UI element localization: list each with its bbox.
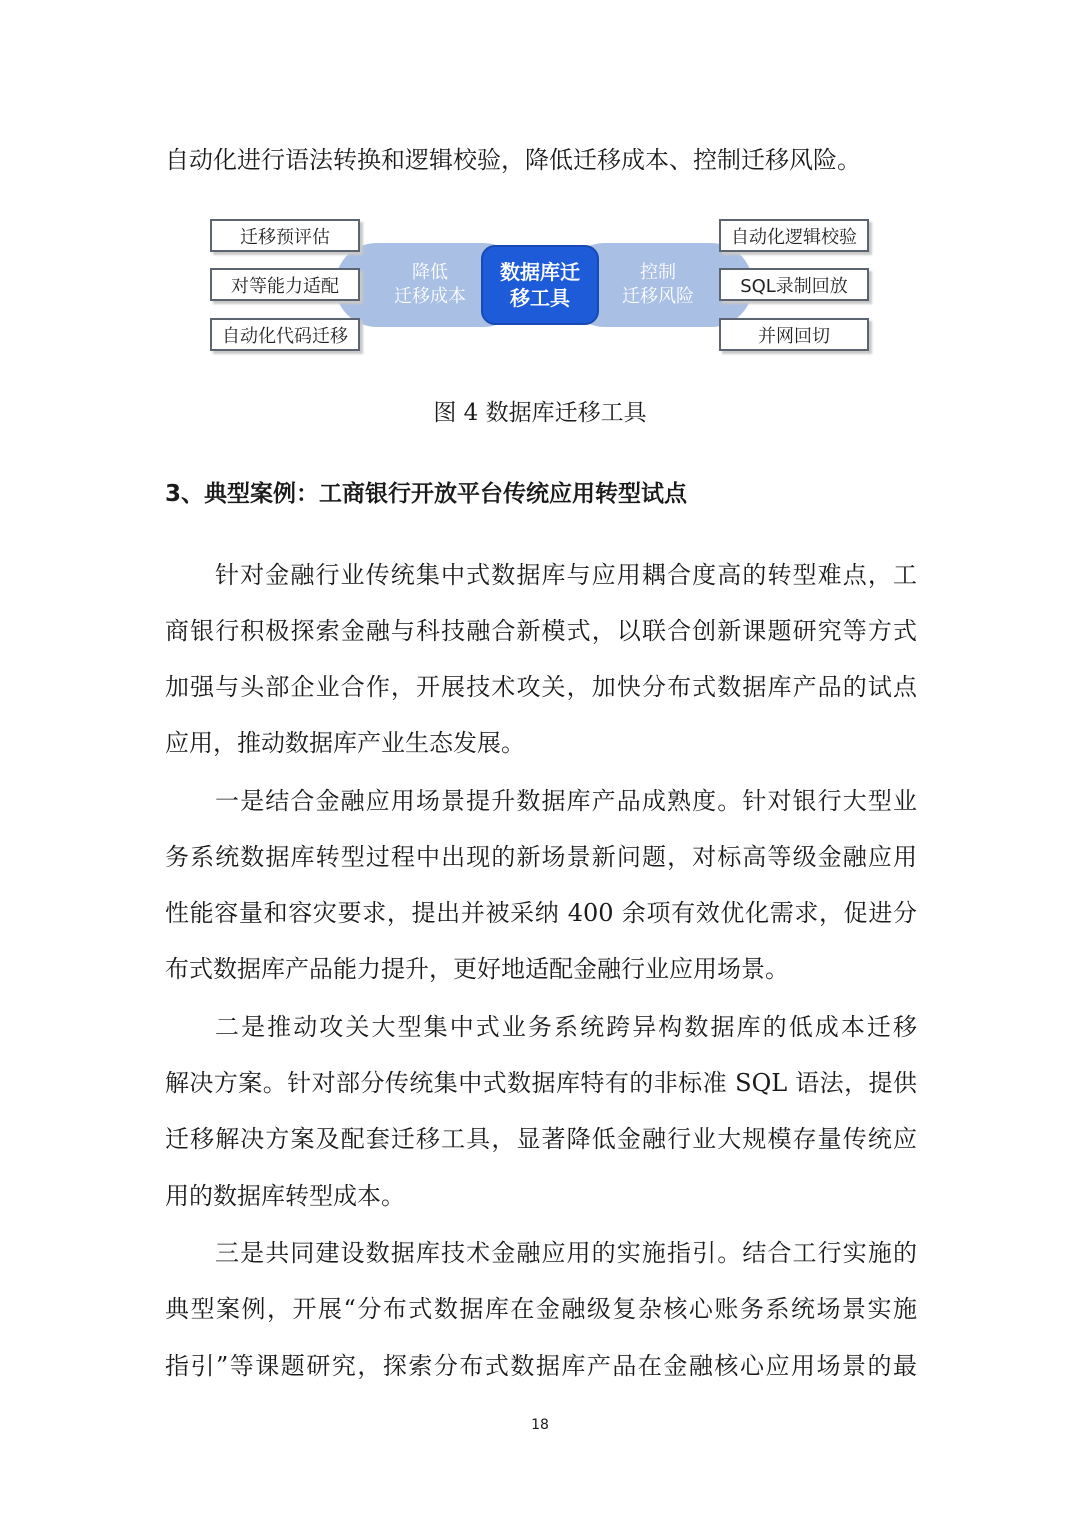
center-line: 移工具 xyxy=(510,286,570,310)
center-line: 数据库迁 xyxy=(500,260,580,284)
left-box: 自动化代码迁移 xyxy=(210,318,360,351)
paragraph-line: 务系统数据库转型过程中出现的新场景新问题，对标高等级金融应用 xyxy=(165,843,917,871)
intro-line: 自动化进行语法转换和逻辑校验，降低迁移成本、控制迁移风险。 xyxy=(165,146,861,174)
pill-line: 迁移成本 xyxy=(394,286,466,307)
section-heading: 3、典型案例：工商银行开放平台传统应用转型试点 xyxy=(165,481,688,507)
paragraph-line: 加强与头部企业合作，开展技术攻关，加快分布式数据库产品的试点 xyxy=(165,673,917,701)
paragraph-line: 商银行积极探索金融与科技融合新模式，以联合创新课题研究等方式 xyxy=(165,617,917,645)
paragraph-line: 针对金融行业传统集中式数据库与应用耦合度高的转型难点，工 xyxy=(215,561,917,589)
paragraph-line: 三是共同建设数据库技术金融应用的实施指引。结合工行实施的 xyxy=(215,1239,917,1267)
paragraph-line: 一是结合金融应用场景提升数据库产品成熟度。针对银行大型业 xyxy=(215,787,917,815)
migration-tool-diagram xyxy=(205,215,880,360)
left-box: 迁移预评估 xyxy=(210,219,360,252)
paragraph-line: 布式数据库产品能力提升，更好地适配金融行业应用场景。 xyxy=(165,955,789,983)
paragraph-line: 用的数据库转型成本。 xyxy=(165,1182,405,1210)
figure-caption: 图 4 数据库迁移工具 xyxy=(433,400,647,426)
pill-line: 迁移风险 xyxy=(622,286,694,307)
right-box: SQL录制回放 xyxy=(719,268,869,301)
pill-line: 降低 xyxy=(412,262,448,283)
paragraph-line: 应用，推动数据库产业生态发展。 xyxy=(165,729,525,757)
right-box: 并网回切 xyxy=(719,318,869,351)
paragraph-line: 指引”等课题研究，探索分布式数据库产品在金融核心应用场景的最 xyxy=(165,1352,917,1380)
page-number: 18 xyxy=(531,1417,549,1433)
paragraph-line: 典型案例，开展“分布式数据库在金融级复杂核心账务系统场景实施 xyxy=(165,1295,917,1323)
paragraph-line: 迁移解决方案及配套迁移工具，显著降低金融行业大规模存量传统应 xyxy=(165,1125,917,1153)
paragraph-line: 性能容量和容灾要求，提出并被采纳 400 余项有效优化需求，促进分 xyxy=(165,899,917,927)
paragraph-line: 解决方案。针对部分传统集中式数据库特有的非标准 SQL 语法，提供 xyxy=(165,1069,917,1097)
left-box: 对等能力适配 xyxy=(210,268,360,301)
database-migration-tool-box xyxy=(481,245,599,325)
right-box: 自动化逻辑校验 xyxy=(719,219,869,252)
pill-line: 控制 xyxy=(640,262,676,283)
paragraph-line: 二是推动攻关大型集中式业务系统跨异构数据库的低成本迁移 xyxy=(215,1013,917,1041)
